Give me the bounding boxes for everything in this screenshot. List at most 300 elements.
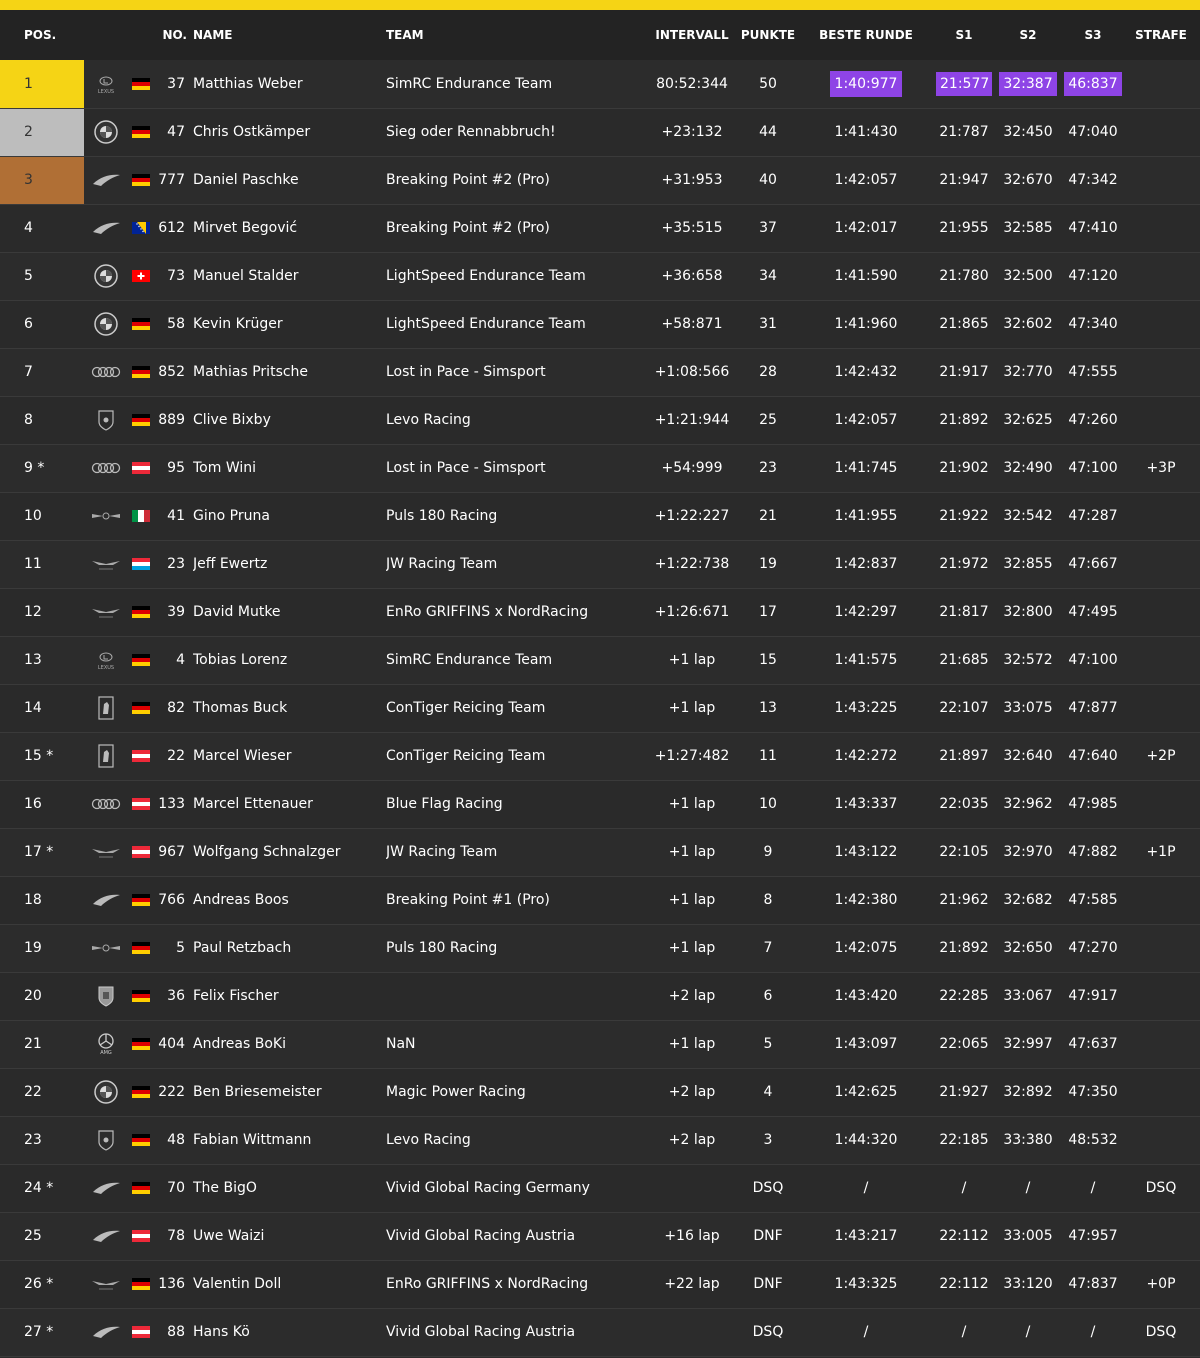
position-cell: 8 (24, 412, 33, 428)
col-header-brand (84, 10, 128, 60)
flag-cell (128, 684, 154, 732)
team-name-cell[interactable]: Vivid Global Racing Germany (386, 1180, 590, 1196)
best-lap-cell (796, 60, 936, 108)
sector1-cell (936, 444, 992, 492)
best-lap-value: 1:41:960 (834, 316, 898, 332)
sector2-cell (992, 780, 1064, 828)
best-lap-value: 1:40:977 (830, 71, 903, 97)
penalty-cell (1122, 876, 1200, 924)
driver-name-cell[interactable]: Fabian Wittmann (193, 1132, 312, 1148)
table-row[interactable] (0, 1212, 1200, 1260)
driver-name-cell[interactable]: Marcel Wieser (193, 748, 292, 764)
car-number-cell: 4 (176, 652, 185, 668)
best-lap-cell (796, 780, 936, 828)
svg-text:LEXUS: LEXUS (97, 665, 115, 671)
sector3-cell (1064, 156, 1122, 204)
driver-name-cell[interactable]: Andreas Boos (193, 892, 289, 908)
driver-name-cell[interactable]: David Mutke (193, 604, 281, 620)
penalty-cell: +2P (1146, 748, 1176, 764)
flag-de-icon (132, 1134, 150, 1146)
table-row[interactable] (0, 204, 1200, 252)
sector1-cell (936, 60, 992, 108)
interval-cell: +31:953 (661, 172, 723, 188)
sector2-cell (992, 972, 1064, 1020)
col-header-pos[interactable]: POS. (24, 28, 57, 42)
best-lap-value: 1:42:432 (834, 364, 898, 380)
col-header-team[interactable]: TEAM (386, 28, 424, 42)
flag-de-icon (132, 414, 150, 426)
table-row[interactable] (0, 1308, 1200, 1356)
points-cell: 21 (759, 508, 777, 524)
table-row[interactable] (0, 108, 1200, 156)
flag-it-icon (132, 510, 150, 522)
best-lap-cell (796, 156, 936, 204)
sector1-cell (936, 300, 992, 348)
best-lap-cell (796, 204, 936, 252)
best-lap-cell (796, 636, 936, 684)
team-name-cell[interactable]: Breaking Point #1 (Pro) (386, 892, 550, 908)
driver-name-cell[interactable]: Matthias Weber (193, 75, 303, 92)
interval-cell: +1:21:944 (654, 412, 730, 428)
table-row[interactable] (0, 972, 1200, 1020)
team-name-cell[interactable]: Sieg oder Rennabbruch! (386, 124, 556, 140)
best-lap-cell (796, 1068, 936, 1116)
sector2-value: 32:542 (1003, 508, 1053, 524)
sector3-cell (1064, 60, 1122, 108)
flag-cell (128, 636, 154, 684)
car-number-cell: 889 (158, 412, 185, 428)
table-row[interactable] (0, 1164, 1200, 1212)
col-header-penalty[interactable]: STRAFE (1135, 28, 1187, 42)
driver-name-cell[interactable]: Thomas Buck (193, 700, 288, 716)
best-lap-value: 1:43:217 (834, 1228, 898, 1244)
driver-name-cell[interactable]: Tom Wini (193, 460, 257, 476)
table-row[interactable] (0, 492, 1200, 540)
mclaren-logo-icon (91, 1224, 121, 1248)
table-row[interactable] (0, 1116, 1200, 1164)
driver-name-cell[interactable]: Marcel Ettenauer (193, 796, 313, 812)
best-lap-cell (796, 300, 936, 348)
table-row[interactable] (0, 684, 1200, 732)
driver-name-cell[interactable]: Felix Fischer (193, 988, 279, 1004)
sector2-cell (992, 300, 1064, 348)
team-name-cell[interactable]: SimRC Endurance Team (386, 652, 553, 668)
best-lap-cell (796, 444, 936, 492)
team-name-cell[interactable]: LightSpeed Endurance Team (386, 268, 586, 284)
sector1-value: / (961, 1180, 967, 1196)
flag-cell (128, 204, 154, 252)
team-name-cell[interactable]: EnRo GRIFFINS x NordRacing (386, 1276, 589, 1292)
car-number-cell: 967 (158, 844, 185, 860)
sector2-value: 32:670 (1003, 172, 1053, 188)
team-name-cell[interactable]: Puls 180 Racing (386, 508, 498, 524)
points-cell: 15 (759, 652, 777, 668)
audi-logo-icon (91, 792, 121, 816)
best-lap-value: 1:43:325 (834, 1276, 898, 1292)
bmw-logo-icon (91, 1080, 121, 1104)
table-row[interactable] (0, 1020, 1200, 1068)
sector2-cell (992, 876, 1064, 924)
driver-name-cell[interactable]: Chris Ostkämper (193, 124, 311, 140)
sector1-value: 21:787 (939, 124, 989, 140)
car-number-cell: 612 (158, 220, 185, 236)
flag-de-icon (132, 1086, 150, 1098)
sector3-value: 47:495 (1068, 604, 1118, 620)
team-name-cell[interactable]: Breaking Point #2 (Pro) (386, 220, 550, 236)
sector2-cell (992, 1020, 1064, 1068)
accent-bar (0, 0, 1200, 10)
sector1-value: 22:285 (939, 988, 989, 1004)
flag-cell (128, 492, 154, 540)
points-cell: 19 (759, 556, 777, 572)
flag-at-icon (132, 1326, 150, 1338)
sector2-value: 33:005 (1003, 1228, 1053, 1244)
driver-name-cell[interactable]: Gino Pruna (193, 508, 270, 524)
sector2-cell (992, 108, 1064, 156)
best-lap-cell (796, 252, 936, 300)
team-name-cell[interactable]: Blue Flag Racing (386, 796, 503, 812)
col-header-interval[interactable]: INTERVALL (655, 28, 729, 42)
col-header-name[interactable]: NAME (193, 28, 233, 42)
table-row[interactable] (0, 300, 1200, 348)
interval-cell: +1:22:738 (654, 556, 730, 572)
team-name-cell[interactable]: JW Racing Team (386, 556, 498, 572)
brand-cell (84, 60, 128, 108)
brand-cell (84, 1020, 128, 1068)
sector2-value: 32:770 (1003, 364, 1053, 380)
car-number-cell: 58 (167, 316, 185, 332)
best-lap-cell (796, 1308, 936, 1356)
col-header-number[interactable]: NO. (162, 28, 187, 42)
sector1-cell (936, 204, 992, 252)
driver-name-cell[interactable]: Mirvet Begović (193, 220, 298, 236)
position-cell: 17 * (24, 844, 54, 860)
sector3-cell (1064, 588, 1122, 636)
points-cell: DNF (753, 1228, 783, 1244)
sector2-value: 32:640 (1003, 748, 1053, 764)
car-number-cell: 48 (167, 1132, 185, 1148)
driver-name-cell[interactable]: Daniel Paschke (193, 172, 299, 188)
team-name-cell[interactable]: Breaking Point #2 (Pro) (386, 172, 550, 188)
interval-cell: +58:871 (661, 316, 723, 332)
driver-name-cell[interactable]: Ben Briesemeister (193, 1084, 322, 1100)
team-name-cell[interactable]: Levo Racing (386, 412, 471, 428)
flag-cell (128, 396, 154, 444)
interval-cell: +2 lap (668, 1084, 716, 1100)
sector2-cell (992, 588, 1064, 636)
team-name-cell[interactable]: Vivid Global Racing Austria (386, 1228, 576, 1244)
sector3-cell (1064, 492, 1122, 540)
team-name-cell[interactable]: ConTiger Reicing Team (386, 748, 546, 764)
table-row[interactable] (0, 876, 1200, 924)
position-cell: 1 (0, 60, 84, 108)
points-cell: 8 (763, 892, 773, 908)
col-header-points[interactable]: PUNKTE (740, 28, 796, 42)
flag-de-icon (132, 174, 150, 186)
interval-cell: +16 lap (664, 1228, 720, 1244)
sector3-cell (1064, 252, 1122, 300)
team-name-cell[interactable]: Vivid Global Racing Austria (386, 1324, 576, 1340)
sector1-cell (936, 492, 992, 540)
table-row[interactable] (0, 1068, 1200, 1116)
interval-cell: +2 lap (668, 1132, 716, 1148)
sector2-cell (992, 1260, 1064, 1308)
position-cell: 27 * (24, 1324, 54, 1340)
brand-cell (84, 396, 128, 444)
position-cell: 22 (24, 1084, 42, 1100)
bmw-logo-icon (91, 120, 121, 144)
table-row[interactable] (0, 780, 1200, 828)
mclaren-logo-icon (91, 888, 121, 912)
car-number-cell: 36 (167, 988, 185, 1004)
porsche-logo-icon (91, 984, 121, 1008)
best-lap-value: 1:42:057 (834, 172, 898, 188)
driver-name-cell[interactable]: Hans Kö (193, 1324, 250, 1340)
sector1-cell (936, 828, 992, 876)
mclaren-logo-icon (91, 168, 121, 192)
interval-cell: +1 lap (668, 1036, 716, 1052)
sector3-cell (1064, 1116, 1122, 1164)
best-lap-cell (796, 348, 936, 396)
sector2-value: 33:067 (1003, 988, 1053, 1004)
interval-cell: +1 lap (668, 940, 716, 956)
table-header-row (0, 10, 1200, 60)
brand-cell (84, 348, 128, 396)
best-lap-cell (796, 1212, 936, 1260)
interval-cell: +1:26:671 (654, 604, 730, 620)
flag-ch-icon (132, 270, 150, 282)
team-name-cell[interactable]: Levo Racing (386, 1132, 471, 1148)
car-number-cell: 23 (167, 556, 185, 572)
car-number-cell: 222 (158, 1084, 185, 1100)
col-header-s1[interactable]: S1 (955, 28, 973, 42)
penalty-cell (1122, 924, 1200, 972)
sector2-cell (992, 1068, 1064, 1116)
astonmartin-logo-icon (91, 840, 121, 864)
best-lap-value: 1:43:420 (834, 988, 898, 1004)
sector1-cell (936, 156, 992, 204)
sector2-value: 32:450 (1003, 124, 1053, 140)
brand-cell (84, 252, 128, 300)
car-number-cell: 88 (167, 1324, 185, 1340)
best-lap-cell (796, 684, 936, 732)
driver-name-cell[interactable]: The BigO (193, 1180, 257, 1196)
position-cell: 18 (24, 892, 42, 908)
sector3-value: 47:640 (1068, 748, 1118, 764)
position-cell: 20 (24, 988, 42, 1004)
table-row[interactable] (0, 732, 1200, 780)
sector3-cell (1064, 1068, 1122, 1116)
sector3-value: 47:270 (1068, 940, 1118, 956)
table-row[interactable] (0, 828, 1200, 876)
sector2-value: 32:682 (1003, 892, 1053, 908)
team-name-cell[interactable]: SimRC Endurance Team (386, 75, 553, 92)
driver-name-cell[interactable]: Andreas BoKi (193, 1036, 286, 1052)
sector3-cell (1064, 204, 1122, 252)
sector2-cell (992, 396, 1064, 444)
best-lap-value: 1:41:575 (834, 652, 898, 668)
penalty-cell (1122, 300, 1200, 348)
penalty-cell (1122, 396, 1200, 444)
driver-name-cell[interactable]: Kevin Krüger (193, 316, 283, 332)
brand-cell (84, 1308, 128, 1356)
driver-name-cell[interactable]: Valentin Doll (193, 1276, 282, 1292)
interval-cell: +1:08:566 (654, 364, 730, 380)
driver-name-cell[interactable]: Tobias Lorenz (193, 652, 288, 668)
interval-cell: +22 lap (664, 1276, 720, 1292)
flag-cell (128, 924, 154, 972)
best-lap-value: 1:43:225 (834, 700, 898, 716)
flag-at-icon (132, 1230, 150, 1242)
sector3-value: 47:260 (1068, 412, 1118, 428)
brand-cell (84, 1212, 128, 1260)
driver-name-cell[interactable]: Mathias Pritsche (193, 364, 309, 380)
sector2-value: 32:962 (1003, 796, 1053, 812)
penalty-cell (1122, 684, 1200, 732)
position-cell: 6 (24, 316, 33, 332)
flag-de-icon (132, 1182, 150, 1194)
penalty-cell (1122, 1068, 1200, 1116)
flag-cell (128, 1212, 154, 1260)
brand-cell (84, 108, 128, 156)
brand-cell (84, 780, 128, 828)
sector3-value: 46:837 (1064, 72, 1121, 96)
driver-name-cell[interactable]: Wolfgang Schnalzger (193, 844, 341, 860)
best-lap-value: 1:42:837 (834, 556, 898, 572)
flag-cell (128, 156, 154, 204)
table-row[interactable] (0, 1260, 1200, 1308)
sector2-cell (992, 252, 1064, 300)
table-row[interactable] (0, 60, 1200, 108)
flag-cell (128, 972, 154, 1020)
table-row[interactable] (0, 636, 1200, 684)
sector1-value: 21:780 (939, 268, 989, 284)
sector3-cell (1064, 924, 1122, 972)
team-name-cell[interactable]: Lost in Pace - Simsport (386, 460, 546, 476)
sector3-value: / (1090, 1180, 1096, 1196)
sector1-cell (936, 1212, 992, 1260)
interval-cell: +1:22:227 (654, 508, 730, 524)
flag-cell (128, 444, 154, 492)
sector3-cell (1064, 972, 1122, 1020)
sector1-value: 22:035 (939, 796, 989, 812)
sector2-cell (992, 60, 1064, 108)
team-name-cell[interactable] (386, 972, 644, 1020)
bmw-logo-icon (91, 312, 121, 336)
table-row[interactable] (0, 444, 1200, 492)
car-number-cell: 82 (167, 700, 185, 716)
driver-name-cell[interactable]: Paul Retzbach (193, 940, 292, 956)
sector2-value: 33:075 (1003, 700, 1053, 716)
sector3-value: 47:882 (1068, 844, 1118, 860)
sector3-value: / (1090, 1324, 1096, 1340)
team-name-cell[interactable]: Lost in Pace - Simsport (386, 364, 546, 380)
table-row[interactable] (0, 156, 1200, 204)
sector2-value: 32:585 (1003, 220, 1053, 236)
car-number-cell: 404 (158, 1036, 185, 1052)
table-row[interactable] (0, 924, 1200, 972)
brand-cell (84, 732, 128, 780)
sector3-value: 47:877 (1068, 700, 1118, 716)
sector1-value: 21:947 (939, 172, 989, 188)
interval-cell: +1 lap (668, 796, 716, 812)
col-header-best-lap[interactable]: BESTE RUNDE (819, 28, 913, 42)
flag-de-icon (132, 366, 150, 378)
sector3-cell (1064, 780, 1122, 828)
points-cell: 4 (763, 1084, 773, 1100)
best-lap-cell (796, 924, 936, 972)
team-name-cell[interactable]: JW Racing Team (386, 844, 498, 860)
team-name-cell[interactable]: LightSpeed Endurance Team (386, 316, 586, 332)
team-name-cell[interactable]: ConTiger Reicing Team (386, 700, 546, 716)
position-cell: 11 (24, 556, 42, 572)
interval-cell: 80:52:344 (656, 75, 728, 92)
sector1-value: 21:955 (939, 220, 989, 236)
sector2-value: 33:380 (1003, 1132, 1053, 1148)
table-row[interactable] (0, 540, 1200, 588)
driver-name-cell[interactable]: Clive Bixby (193, 412, 271, 428)
sector3-cell (1064, 1212, 1122, 1260)
team-name-cell[interactable]: EnRo GRIFFINS x NordRacing (386, 604, 589, 620)
team-name-cell[interactable]: Puls 180 Racing (386, 940, 498, 956)
car-number-cell: 766 (158, 892, 185, 908)
sector3-cell (1064, 300, 1122, 348)
audi-logo-icon (91, 456, 121, 480)
sector1-cell (936, 636, 992, 684)
table-row[interactable] (0, 588, 1200, 636)
penalty-cell (1122, 1116, 1200, 1164)
best-lap-value: 1:42:057 (834, 412, 898, 428)
sector3-value: 47:100 (1068, 652, 1118, 668)
interval-cell: +1:27:482 (654, 748, 730, 764)
sector1-cell (936, 684, 992, 732)
car-number-cell: 95 (167, 460, 185, 476)
car-number-cell: 852 (158, 364, 185, 380)
col-header-s2[interactable]: S2 (1019, 28, 1037, 42)
sector3-cell (1064, 348, 1122, 396)
sector3-cell (1064, 444, 1122, 492)
car-number-cell: 70 (167, 1180, 185, 1196)
sector1-value: 22:185 (939, 1132, 989, 1148)
flag-de-icon (132, 702, 150, 714)
sector3-cell (1064, 108, 1122, 156)
driver-name-cell[interactable]: Jeff Ewertz (193, 556, 268, 572)
points-cell: DNF (753, 1276, 783, 1292)
flag-ba-icon (132, 222, 150, 234)
best-lap-cell (796, 1260, 936, 1308)
team-name-cell[interactable]: Magic Power Racing (386, 1084, 526, 1100)
col-header-s3[interactable]: S3 (1084, 28, 1102, 42)
sector1-cell (936, 396, 992, 444)
flag-de-icon (132, 894, 150, 906)
flag-cell (128, 780, 154, 828)
driver-name-cell[interactable]: Uwe Waizi (193, 1228, 265, 1244)
driver-name-cell[interactable]: Manuel Stalder (193, 268, 299, 284)
penalty-cell (1122, 636, 1200, 684)
sector1-value: 21:817 (939, 604, 989, 620)
team-name-cell[interactable]: NaN (386, 1036, 416, 1052)
flag-de-icon (132, 606, 150, 618)
table-row[interactable] (0, 252, 1200, 300)
table-row[interactable] (0, 348, 1200, 396)
interval-cell: +2 lap (668, 988, 716, 1004)
flag-cell (128, 1308, 154, 1356)
brand-cell (84, 1260, 128, 1308)
best-lap-value: 1:41:590 (834, 268, 898, 284)
best-lap-value: / (863, 1180, 869, 1196)
sector3-cell (1064, 732, 1122, 780)
table-row[interactable] (0, 396, 1200, 444)
